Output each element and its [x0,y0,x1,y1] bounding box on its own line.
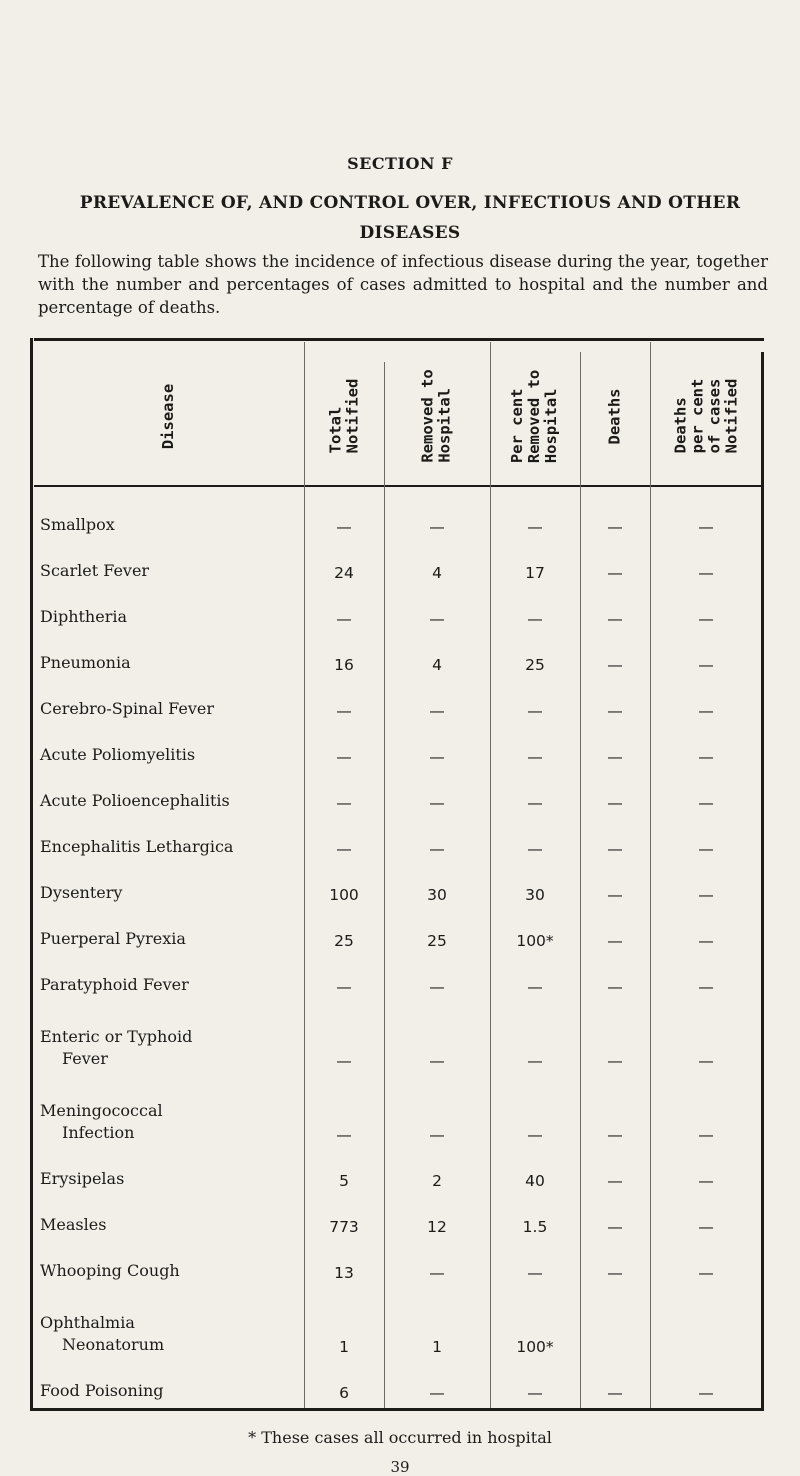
header-deaths [580,346,650,486]
disease-name-line: Paratyphoid Fever [40,975,189,994]
header-total-notified-text: Total Notified [326,378,361,454]
cell-deaths-pct: — [698,656,714,674]
cell-notified: — [336,518,352,536]
cell-percent: — [527,702,543,720]
cell-deaths-pct: — [698,932,714,950]
disease-name-line: Erysipelas [40,1169,125,1188]
cell-removed: — [429,702,445,720]
disease-name-line: Cerebro-Spinal Fever [40,699,214,718]
cell-deaths: — [607,1264,623,1282]
table-row [34,634,764,680]
cell-notified: 13 [334,1264,354,1282]
disease-name-line: Acute Poliomyelitis [40,745,196,764]
header-deaths-percent [650,346,762,486]
cell-notified: — [336,1126,352,1144]
cell-removed: — [429,840,445,858]
cell-notified: 100 [329,886,359,904]
intro-paragraph: The following table shows the incidence of infectious disease during the year, together with the number and percentages of cases admitted to hospital and the number and percentage of deaths. [38,252,768,317]
disease-name-line: Meningococcal [40,1101,163,1120]
table-top-rule [34,338,764,341]
cell-deaths: — [607,748,623,766]
table-row [34,496,764,542]
disease-name-continuation: Fever [62,1049,108,1068]
cell-removed: 4 [432,656,442,674]
disease-name-line: Acute Polioencephalitis [40,791,230,810]
disease-name-line: Enteric or Typhoid [40,1027,193,1046]
cell-removed: — [429,748,445,766]
cell-deaths-pct: — [698,1264,714,1282]
disease-name-line: Ophthalmia [40,1313,135,1332]
header-percent-removed [490,346,580,486]
page-title: PREVALENCE OF, AND CONTROL OVER, INFECTIOUS AND OTHER DISEASES [79,193,741,243]
cell-deaths: — [607,610,623,628]
cell-deaths-pct: — [698,1126,714,1144]
cell-deaths: — [607,1218,623,1236]
cell-deaths-pct: — [698,794,714,812]
cell-percent: 100* [516,932,554,950]
disease-name [40,1168,124,1190]
cell-notified: — [336,1052,352,1070]
disease-name-line: Whooping Cough [40,1261,180,1280]
cell-deaths: — [607,794,623,812]
table-row [34,910,764,956]
table-row [34,864,764,910]
disease-name [40,1100,163,1144]
table-row [34,1076,764,1150]
cell-deaths-pct: — [698,1384,714,1402]
cell-notified: — [336,978,352,996]
cell-percent: 1.5 [522,1218,548,1236]
disease-name-line: Encephalitis Lethargica [40,837,234,856]
cell-notified: — [336,610,352,628]
table-row [34,1196,764,1242]
disease-name [40,1026,192,1070]
cell-notified: — [336,840,352,858]
header-deaths-percent-text: Deaths per cent of cases Notified [671,378,740,454]
cell-deaths-pct: — [698,840,714,858]
header-total-notified [304,346,384,486]
table-row [34,1288,764,1362]
cell-notified: 16 [334,656,354,674]
disease-name [40,1312,164,1356]
disease-name [40,1260,180,1282]
cell-deaths-pct: — [698,1052,714,1070]
cell-percent: — [527,840,543,858]
cell-percent: — [527,1384,543,1402]
disease-name-line: Diphtheria [40,607,127,626]
header-deaths-text: Deaths [605,388,624,444]
table-row [34,542,764,588]
cell-deaths: — [607,1384,623,1402]
cell-deaths: — [607,1052,623,1070]
table-row [34,1002,764,1076]
cell-deaths: — [607,1172,623,1190]
cell-percent: — [527,794,543,812]
cell-notified: 1 [339,1338,349,1356]
header-removed [384,346,490,486]
disease-table [34,338,766,1420]
cell-notified: — [336,702,352,720]
cell-percent: 40 [525,1172,545,1190]
disease-name [40,882,122,904]
cell-deaths: — [607,518,623,536]
disease-name-line: Smallpox [40,515,115,534]
disease-name-continuation: Neonatorum [62,1335,165,1354]
table-row [34,818,764,864]
table-row [34,1362,764,1408]
cell-deaths: — [607,978,623,996]
cell-deaths: — [607,886,623,904]
cell-removed: 25 [427,932,447,950]
table-bottom-rule [30,1408,764,1411]
cell-deaths: — [607,1126,623,1144]
cell-deaths: — [607,656,623,674]
cell-percent: — [527,610,543,628]
cell-deaths-pct: — [698,978,714,996]
cell-percent: — [527,978,543,996]
cell-notified: 25 [334,932,354,950]
cell-percent: — [527,748,543,766]
disease-name-line: Dysentery [40,883,123,902]
cell-percent: 17 [525,564,545,582]
cell-removed: — [429,1052,445,1070]
cell-notified: 5 [339,1172,349,1190]
cell-removed: — [429,978,445,996]
disease-name [40,652,131,674]
disease-name [40,974,189,996]
section-heading: SECTION F [347,154,453,173]
table-row [34,726,764,772]
cell-deaths: — [607,840,623,858]
cell-deaths-pct: — [698,702,714,720]
cell-percent: 25 [525,656,545,674]
cell-percent: — [527,518,543,536]
cell-removed: — [429,1126,445,1144]
cell-notified: 773 [329,1218,359,1236]
disease-name-continuation: Infection [62,1123,135,1142]
header-percent-removed-text: Per cent Removed to Hospital [508,369,561,463]
table-row [34,680,764,726]
header-removed-text: Removed to Hospital [418,369,454,463]
disease-name [40,1214,106,1236]
cell-deaths-pct: — [698,518,714,536]
disease-name [40,606,127,628]
table-row [34,1242,764,1288]
cell-percent: — [527,1126,543,1144]
cell-removed: — [429,518,445,536]
cell-deaths-pct: — [698,1218,714,1236]
cell-removed: — [429,1264,445,1282]
cell-deaths: — [607,564,623,582]
cell-deaths-pct: — [698,610,714,628]
table-row [34,956,764,1002]
disease-name [40,790,230,812]
disease-name-line: Measles [40,1215,107,1234]
cell-notified: — [336,794,352,812]
table-row [34,1150,764,1196]
cell-removed: — [429,1384,445,1402]
disease-name [40,836,233,858]
cell-removed: — [429,610,445,628]
disease-name [40,698,214,720]
cell-removed: 4 [432,564,442,582]
table-row [34,772,764,818]
page-number: 39 [390,1458,410,1476]
cell-deaths-pct: — [698,748,714,766]
cell-percent: — [527,1264,543,1282]
table-row [34,588,764,634]
footnote: * These cases all occurred in hospital [248,1428,552,1447]
cell-deaths-pct: — [698,564,714,582]
cell-deaths: — [607,932,623,950]
disease-name [40,560,149,582]
table-left-edge [30,338,33,1410]
header-disease-text: Disease [159,383,178,449]
disease-name-line: Puerperal Pyrexia [40,929,186,948]
cell-removed: 1 [432,1338,442,1356]
disease-name-line: Scarlet Fever [40,561,150,580]
cell-percent: — [527,1052,543,1070]
cell-deaths-pct: — [698,1172,714,1190]
disease-name-line: Food Poisoning [40,1381,164,1400]
disease-name [40,1380,164,1402]
cell-deaths-pct: — [698,886,714,904]
cell-removed: 30 [427,886,447,904]
cell-removed: 2 [432,1172,442,1190]
cell-removed: — [429,794,445,812]
disease-name [40,514,115,536]
cell-notified: — [336,748,352,766]
disease-name-line: Pneumonia [40,653,131,672]
cell-notified: 6 [339,1384,349,1402]
disease-name [40,928,186,950]
cell-percent: 30 [525,886,545,904]
cell-deaths: — [607,702,623,720]
disease-name [40,744,195,766]
cell-notified: 24 [334,564,354,582]
header-disease [34,346,304,486]
cell-removed: 12 [427,1218,447,1236]
cell-percent: 100* [516,1338,554,1356]
